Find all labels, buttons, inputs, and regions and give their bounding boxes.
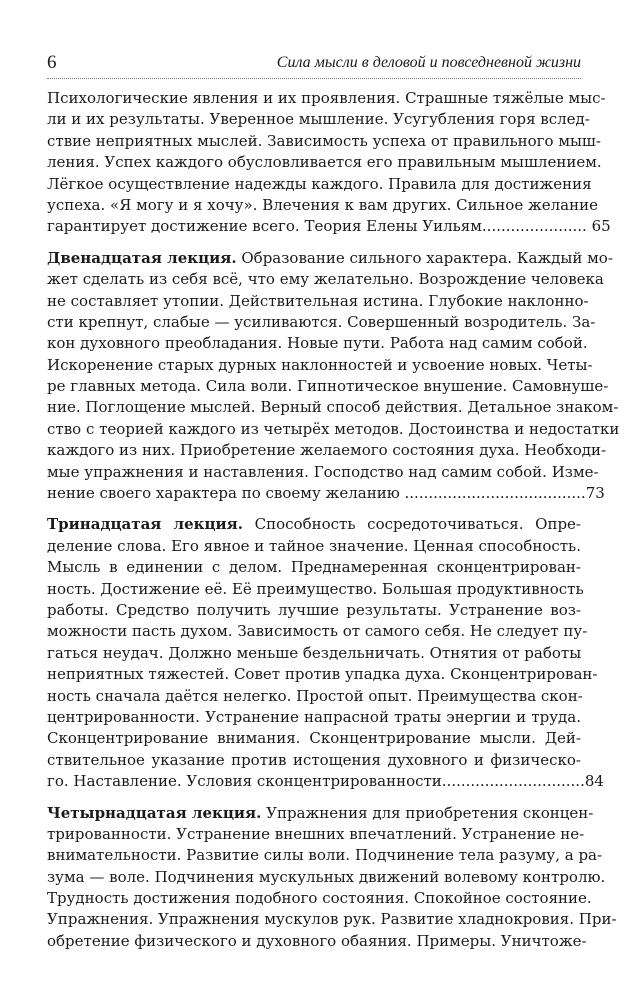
lecture-title: Четырнадцатая лекция. — [47, 803, 262, 822]
text-line: ствие неприятных мыслей. Зависимость успеха от правильного мыш- — [47, 131, 601, 150]
text-line: ние. Поглощение мыслей. Верный способ действия. Детальное знаком- — [47, 398, 619, 417]
text-line: деление слова. Его явное и тайное значение. Ценная способность. — [47, 536, 581, 555]
text-line: каждого из них. Приобретение желаемого состояния духа. Необходи- — [47, 441, 607, 460]
text-line: неприятных тяжестей. Совет против упадка духа. Сконцентрирован- — [47, 665, 598, 684]
text-line: Мысль в единении с делом. Преднамеренная сконцентрирован- — [47, 558, 581, 577]
text-line: ство с теорией каждого из четырёх методов. Достоинства и недостатки — [47, 419, 620, 438]
text-line: ления. Успех каждого обусловливается его правильным мышлением. — [47, 153, 602, 172]
toc-entry-lecture-13 — [47, 514, 604, 792]
toc-entry-lecture-14 — [47, 803, 617, 953]
text-line: центрированности. Устранение напрасной траты энергии и труда. — [47, 707, 581, 726]
text-line: ствительное указание против истощения духовного и физическо- — [47, 750, 581, 769]
text-line: Сконцентрирование внимания. Сконцентрирование мысли. Дей- — [47, 729, 581, 748]
text-line: ность. Достижение её. Её преимущество. Большая продуктивность — [47, 579, 584, 598]
text-line: работы. Средство получить лучшие результаты. Устранение воз- — [47, 600, 581, 619]
text-line: Упражнения. Упражнения мускулов рук. Развитие хладнокровия. При- — [47, 910, 617, 929]
text-line: жет сделать из себя всё, что ему желательно. Возрождение человека — [47, 270, 604, 289]
text-line: трированности. Устранение внешних впечатлений. Устранение не- — [47, 824, 585, 843]
text-line — [47, 248, 613, 269]
text-line: гаться неудач. Должно меньше бездельничать. Отнятия от работы — [47, 643, 582, 662]
text-line: Психологические явления и их проявления. Страшные тяжёлые мыс- — [47, 89, 606, 107]
text-line — [47, 803, 594, 824]
text-line: можности пасть духом. Зависимость от самого себя. Не следует пу- — [47, 622, 588, 641]
text-line: сти крепнут, слабые — усиливаются. Совершенный возродитель. За- — [47, 312, 596, 331]
text-line: Искоренение старых дурных наклонностей и усвоение новых. Четы- — [47, 355, 593, 374]
text-line-rest: Упражнения для приобретения сконцен- — [261, 803, 594, 822]
text-line: ность сначала даётся нелегко. Простой опыт. Преимущества скон- — [47, 686, 583, 705]
text-line — [47, 514, 581, 535]
text-line: обретение физического и духовного обаяния. Примеры. Уничтоже- — [47, 931, 587, 950]
page-header — [47, 50, 581, 79]
text-line: успеха. «Я могу и я хочу». Влечения к вам других. Сильное желание — [47, 195, 598, 214]
text-line: не составляет утопии. Действительная истина. Глубокие наклонно- — [47, 291, 589, 310]
lecture-title: Тринадцатая лекция. — [47, 515, 243, 534]
running-title: Сила мысли в деловой и повседневной жизни — [276, 54, 581, 71]
text-line-rest: Способность сосредоточиваться. Опре- — [242, 515, 581, 534]
text-line-rest: Образование сильного характера. Каждый мо- — [236, 248, 613, 267]
text-line-with-page-ref: нение своего характера по своему желанию ......................................73 — [47, 484, 605, 503]
text-line-with-page-ref: го. Наставление. Условия сконцентрированности..............................84 — [47, 772, 604, 791]
text-line: зума — воле. Подчинения мускульных движений волевому контролю. — [47, 867, 606, 886]
toc-entry-lecture-12 — [47, 248, 620, 505]
text-line: ли и их результаты. Уверенное мышление. Усугубления горя вслед- — [47, 110, 590, 129]
toc-entry-continued — [47, 88, 611, 238]
text-line: Трудность достижения подобного состояния. Спокойное состояние. — [47, 889, 592, 908]
text-line-with-page-ref: гарантирует достижение всего. Теория Елены Уильям...................... 65 — [47, 217, 611, 236]
text-line: мые упражнения и наставления. Господство над самим собой. Изме- — [47, 462, 599, 481]
text-line: ре главных метода. Сила воли. Гипнотическое внушение. Самовнуше- — [47, 377, 609, 396]
page-number: 6 — [47, 52, 57, 73]
text-line: Лёгкое осуществление надежды каждого. Правила для достижения — [47, 174, 592, 193]
table-of-contents-text — [47, 88, 620, 962]
text-line: кон духовного преобладания. Новые пути. Работа над самим собой. — [47, 334, 588, 353]
text-line: внимательности. Развитие силы воли. Подчинение тела разуму, а ра- — [47, 846, 603, 865]
lecture-title: Двенадцатая лекция. — [47, 248, 237, 267]
